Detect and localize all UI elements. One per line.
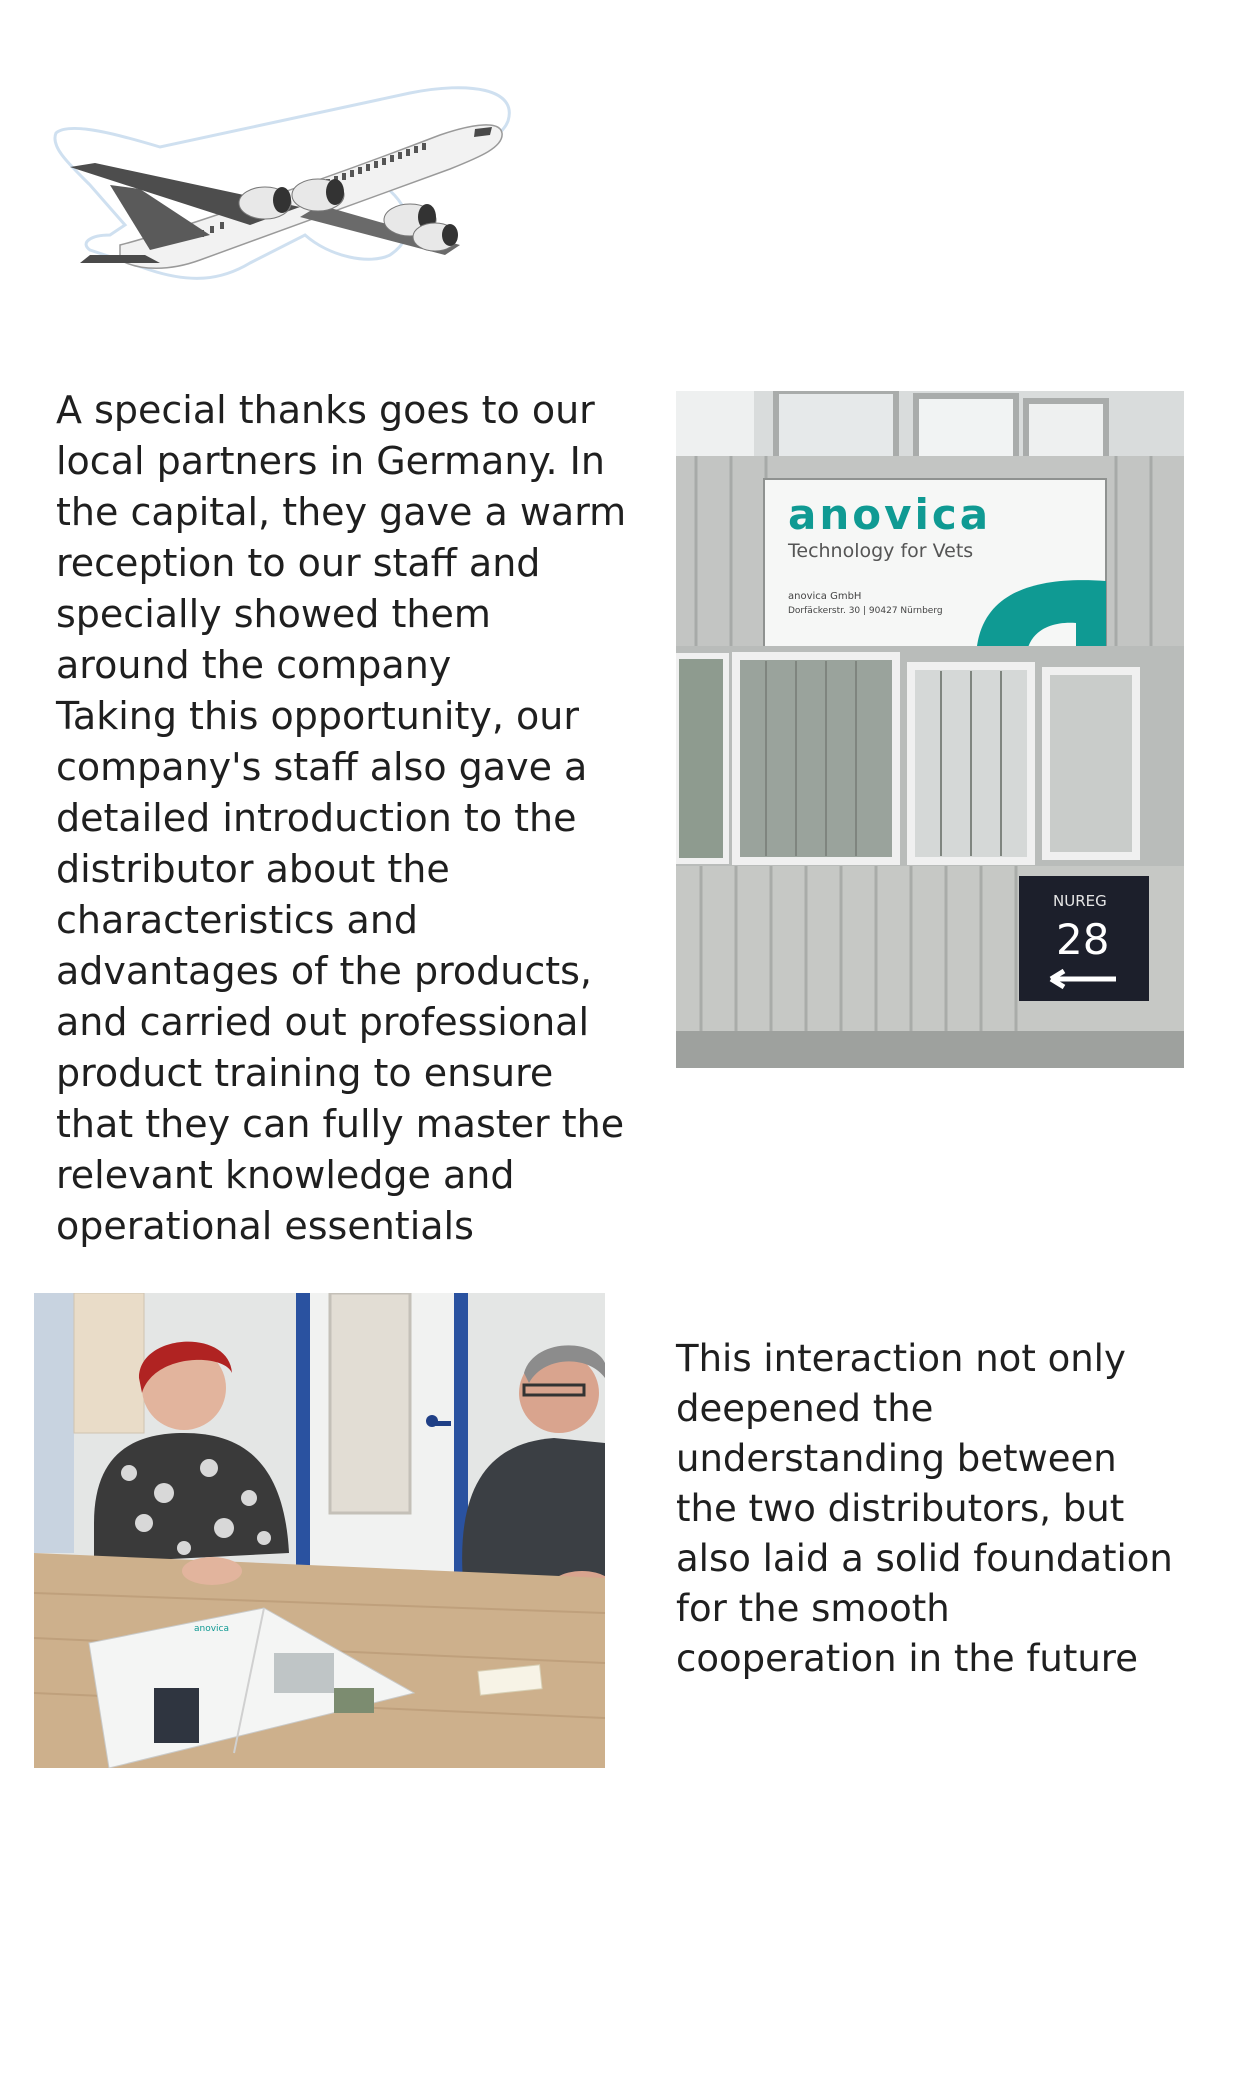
intro-paragraph-2: Taking this opportunity, our company's staff also gave a detailed introduction to the distributor about the characteristics and advantages of the products, and carried out professional product training to ensure that they can fully master the relevant knowledge and operational essentials	[56, 694, 625, 1248]
building-facade	[676, 391, 1184, 1068]
building-photo	[676, 391, 1184, 1068]
sign-address: Dorfäckerstr. 30 | 90427 Nürnberg	[788, 606, 943, 616]
intro-text	[56, 385, 636, 1252]
closing-paragraph: This interaction not only deepened the understanding between the two distributors, but also laid a solid foundation for the smooth cooperation in the future	[676, 1337, 1173, 1680]
sign-tagline: Technology for Vets	[788, 540, 974, 562]
sign-company: anovica GmbH	[788, 591, 862, 602]
plate-label: NUREG	[1053, 892, 1107, 910]
sign-brand: anovica	[788, 490, 992, 539]
closing-text	[676, 1334, 1176, 1684]
plate-number: 28	[1056, 915, 1110, 964]
intro-paragraph-1: A special thanks goes to our local partners in Germany. In the capital, they gave a warm reception to our staff and specially showed them around the company	[56, 388, 627, 687]
meeting-photo	[34, 1293, 605, 1768]
meeting-scene	[34, 1293, 605, 1768]
airplane-illustration	[50, 85, 520, 285]
airplane-icon	[50, 85, 520, 285]
brochure-brand: anovica	[194, 1624, 230, 1634]
